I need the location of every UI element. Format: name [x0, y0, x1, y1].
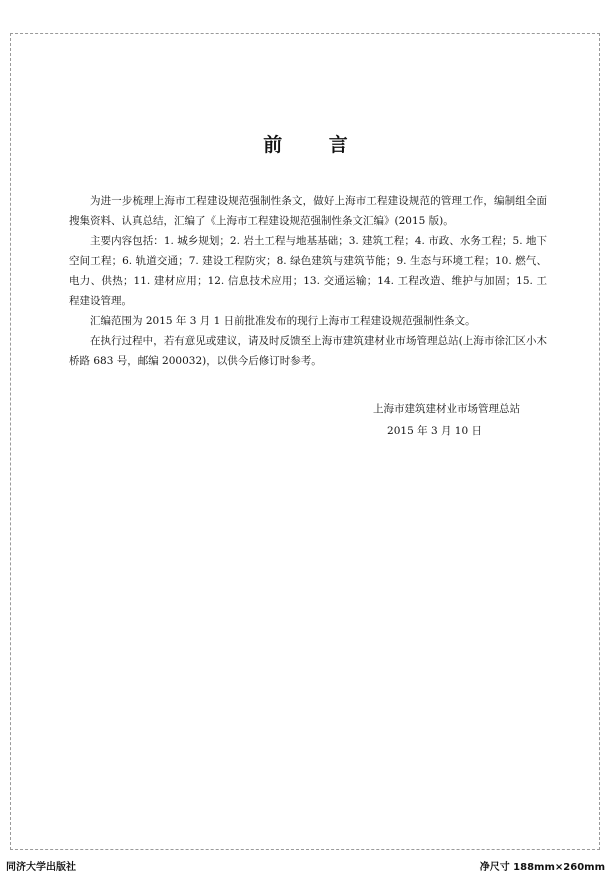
signature-block: [0, 398, 520, 442]
preface-body: [69, 191, 547, 371]
paragraph-feedback: 在执行过程中，若有意见或建议，请及时反馈至上海市建筑建材业市场管理总站(上海市徐汇区小木桥路 683 号，邮编 200032)，以供今后修订时参考。: [69, 335, 547, 367]
footer-trim-size: 净尺寸 188mm×260mm: [479, 862, 605, 873]
paragraph-scope: 汇编范围为 2015 年 3 月 1 日前批准发布的现行上海市工程建设规范强制性条文。: [90, 315, 476, 327]
paragraph-contents: 主要内容包括：1. 城乡规划；2. 岩土工程与地基基础；3. 建筑工程；4. 市政、水务工程；5. 地下空间工程；6. 轨道交通；7. 建设工程防灾；8. 绿色建筑与建筑节能；9. 生态与环境工程；10. 燃气、电力、供热；11. 建材应用；12. 信息技术应用；13. 交通运输；14. 工程改造、维护与加固；15. 工程建设管理。: [69, 235, 547, 307]
page-title: 前 言: [263, 134, 368, 156]
signature-organization: 上海市建筑建材业市场管理总站: [373, 403, 520, 415]
footer-publisher: 同济大学出版社: [6, 862, 76, 873]
paragraph-intro: 为进一步梳理上海市工程建设规范强制性条文，做好上海市工程建设规范的管理工作，编制组全面搜集资料、认真总结，汇编了《上海市工程建设规范强制性条文汇编》(2015 版)。: [69, 195, 547, 227]
signature-date: 2015 年 3 月 10 日: [387, 425, 482, 437]
